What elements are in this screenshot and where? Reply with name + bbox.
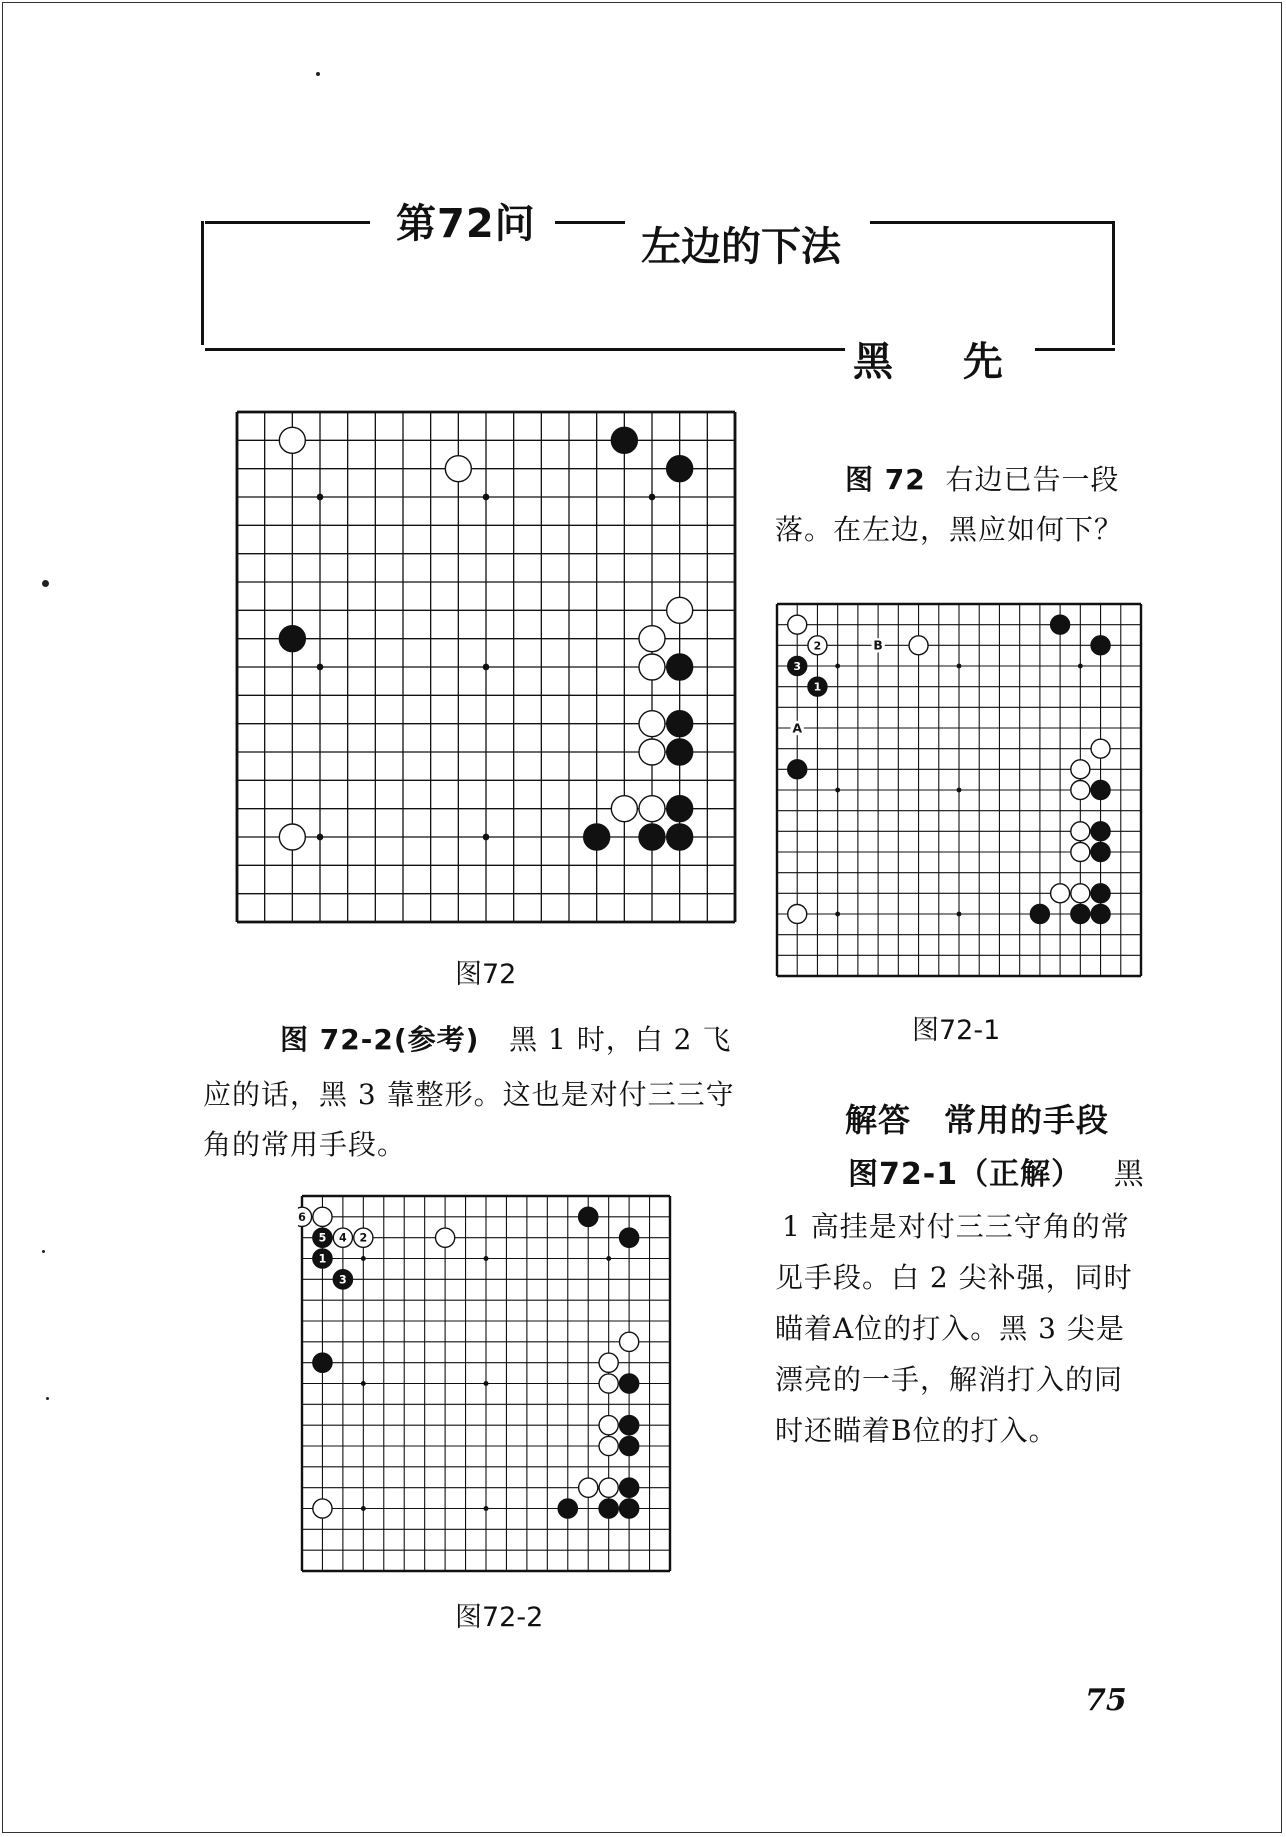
white-stone xyxy=(639,739,665,765)
star-point xyxy=(484,1506,489,1511)
black-stone xyxy=(1071,904,1090,923)
white-stone xyxy=(1051,884,1070,903)
white-stone xyxy=(620,1332,639,1351)
star-point xyxy=(483,834,490,841)
star-point xyxy=(361,1506,366,1511)
white-stone xyxy=(639,711,665,737)
star-point xyxy=(483,494,490,501)
title-rule-left xyxy=(205,221,370,224)
black-stone xyxy=(313,1353,332,1372)
white-stone xyxy=(313,1207,332,1226)
move-number-label: 4 xyxy=(339,1231,347,1245)
star-point xyxy=(957,664,962,669)
white-stone xyxy=(445,456,471,482)
problem-number: 第72问 xyxy=(390,192,542,249)
scan-speck xyxy=(46,1397,49,1400)
question-line-2: 落。在左边，黑应如何下？ xyxy=(775,513,1124,546)
white-stone xyxy=(1091,739,1110,758)
reference-line-3: 角的常用手段。 xyxy=(203,1128,407,1161)
black-stone xyxy=(667,654,693,680)
white-stone xyxy=(579,1478,598,1497)
star-point xyxy=(483,664,490,671)
answer-line-1 xyxy=(848,1150,1145,1200)
reference-line-1 xyxy=(280,1015,731,1065)
go-board-72-1 xyxy=(773,600,1145,980)
move-number-label: 1 xyxy=(813,680,822,694)
answer-line-6: 时还瞄着B位的打入。 xyxy=(775,1414,1058,1447)
go-board-72-svg xyxy=(233,408,739,926)
star-point xyxy=(484,1381,489,1386)
go-board-72-1-svg xyxy=(773,600,1145,980)
go-board-72 xyxy=(233,408,739,926)
black-stone xyxy=(558,1499,577,1518)
black-stone xyxy=(620,1499,639,1518)
reference-text-1: 黑 1 时，白 2 飞 xyxy=(509,1023,732,1056)
black-stone xyxy=(620,1436,639,1455)
black-stone xyxy=(788,760,807,779)
black-stone xyxy=(620,1228,639,1247)
black-stone xyxy=(1091,904,1110,923)
black-stone xyxy=(620,1374,639,1393)
black-stone xyxy=(611,427,637,453)
figure-72-1-caption: 图72-1 xyxy=(912,1015,1001,1046)
white-stone xyxy=(599,1353,618,1372)
title-rule-left-vertical xyxy=(201,221,204,345)
black-stone xyxy=(620,1478,639,1497)
black-stone xyxy=(279,626,305,652)
black-stone xyxy=(1091,884,1110,903)
white-stone xyxy=(1071,780,1090,799)
black-stone xyxy=(579,1207,598,1226)
white-stone xyxy=(611,796,637,822)
letter-mark: B xyxy=(873,638,883,653)
figure-72-caption: 图72 xyxy=(455,959,517,990)
white-stone xyxy=(1071,760,1090,779)
star-point xyxy=(317,664,324,671)
black-stone xyxy=(639,824,665,850)
black-stone xyxy=(1051,615,1070,634)
white-stone xyxy=(279,427,305,453)
scan-speck xyxy=(42,580,49,587)
answer-line-4: 瞄着A位的打入。黑 3 尖是 xyxy=(775,1312,1125,1345)
answer-text-1: 黑 xyxy=(1113,1157,1145,1192)
scan-speck xyxy=(316,72,320,76)
white-stone xyxy=(1071,884,1090,903)
star-point xyxy=(835,912,840,917)
black-stone xyxy=(599,1499,618,1518)
white-stone xyxy=(599,1374,618,1393)
star-point xyxy=(957,912,962,917)
black-stone xyxy=(1091,780,1110,799)
black-stone xyxy=(667,711,693,737)
star-point xyxy=(361,1256,366,1261)
white-stone xyxy=(788,904,807,923)
black-stone xyxy=(667,456,693,482)
to-play-label: 黑 先 xyxy=(845,330,1035,387)
reference-line-2: 应的话，黑 3 靠整形。这也是对付三三守 xyxy=(203,1078,735,1111)
star-point xyxy=(606,1256,611,1261)
star-point xyxy=(957,788,962,793)
black-stone xyxy=(1091,842,1110,861)
black-stone xyxy=(584,824,610,850)
black-stone xyxy=(1091,636,1110,655)
star-point xyxy=(484,1256,489,1261)
white-stone xyxy=(599,1478,618,1497)
black-stone xyxy=(667,824,693,850)
go-board-72-2-svg xyxy=(298,1192,674,1575)
white-stone xyxy=(639,796,665,822)
move-number-label: 3 xyxy=(793,659,802,673)
answer-line-3: 见手段。白 2 尖补强，同时 xyxy=(775,1261,1133,1294)
title-rule-bottom xyxy=(205,348,845,351)
move-number-label: 2 xyxy=(813,639,822,653)
title-rule-mid xyxy=(555,221,625,224)
black-stone xyxy=(620,1416,639,1435)
white-stone xyxy=(639,626,665,652)
white-stone xyxy=(667,597,693,623)
answer-heading: 解答 常用的手段 xyxy=(845,1101,1110,1139)
white-stone xyxy=(279,824,305,850)
answer-line-5: 漂亮的一手，解消打入的同 xyxy=(775,1363,1124,1396)
problem-topic: 左边的下法 xyxy=(635,215,847,272)
move-number-label: 1 xyxy=(318,1252,327,1266)
move-number-label: 3 xyxy=(339,1273,347,1287)
move-number-label: 5 xyxy=(318,1231,327,1245)
title-rule-right xyxy=(870,221,1115,224)
answer-label: 图72-1（正解） xyxy=(848,1157,1083,1192)
question-label: 图 72 xyxy=(845,463,926,496)
reference-label: 图 72-2(参考) xyxy=(280,1023,480,1056)
black-stone xyxy=(1091,822,1110,841)
scan-speck xyxy=(42,1250,45,1253)
white-stone xyxy=(909,636,928,655)
move-number-label: 6 xyxy=(298,1210,306,1224)
go-board-72-2 xyxy=(298,1192,674,1575)
white-stone xyxy=(788,615,807,634)
white-stone xyxy=(639,654,665,680)
question-line-1 xyxy=(845,455,1120,505)
white-stone xyxy=(1071,842,1090,861)
star-point xyxy=(317,834,324,841)
white-stone xyxy=(1071,822,1090,841)
figure-72-2-caption: 图72-2 xyxy=(455,1602,544,1633)
black-stone xyxy=(1030,904,1049,923)
star-point xyxy=(835,664,840,669)
letter-mark: A xyxy=(792,721,803,736)
white-stone xyxy=(599,1436,618,1455)
star-point xyxy=(361,1381,366,1386)
black-stone xyxy=(667,796,693,822)
white-stone xyxy=(313,1499,332,1518)
black-stone xyxy=(667,739,693,765)
page-number: 75 xyxy=(1085,1683,1127,1718)
question-text-1: 右边已告一段 xyxy=(945,463,1120,496)
star-point xyxy=(1078,664,1083,669)
white-stone xyxy=(599,1416,618,1435)
star-point xyxy=(835,788,840,793)
star-point xyxy=(649,494,656,501)
move-number-label: 2 xyxy=(359,1231,368,1245)
title-rule-right-vertical xyxy=(1112,221,1115,345)
star-point xyxy=(317,494,324,501)
white-stone xyxy=(436,1228,455,1247)
answer-line-2: 1 高挂是对付三三守角的常 xyxy=(782,1210,1130,1243)
